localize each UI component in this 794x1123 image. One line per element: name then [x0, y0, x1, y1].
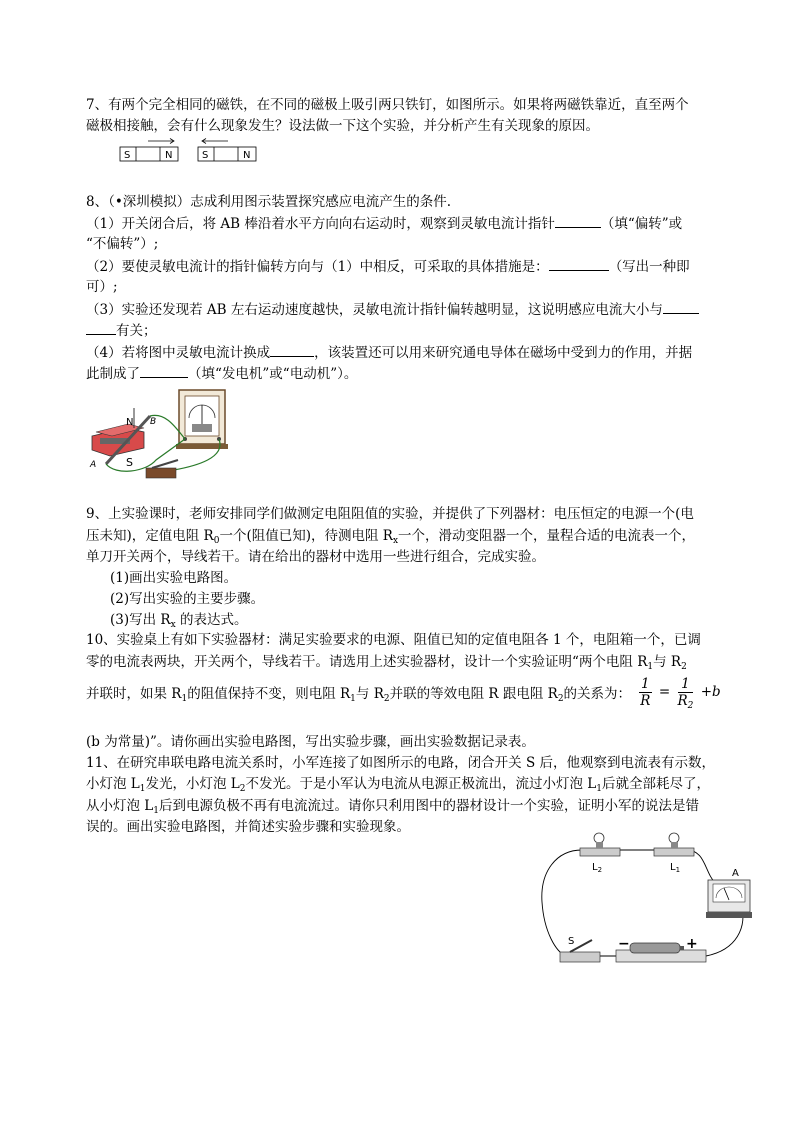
answer-blank[interactable]: [86, 320, 116, 335]
fig-label-l1: $L_1$: [670, 862, 681, 874]
battery-minus: −: [618, 936, 630, 952]
q10-line1: 10、实验桌上有如下实验器材：满足实验要求的电源、阻值已知的定值电阻各 1 个，电阻箱一个，已调: [86, 632, 701, 648]
q9-item2: (2)写出实验的主要步骤。: [110, 591, 265, 607]
magnet2-s: S: [202, 150, 209, 161]
q8-p3b-line: 有关；: [86, 320, 157, 341]
magnets-figure: [118, 138, 258, 164]
battery-plus: +: [686, 936, 698, 952]
induction-apparatus-figure: [86, 388, 236, 486]
q11-line4: 误的。画出实验电路图，并简述实验步骤和实验现象。: [86, 819, 410, 835]
q9-line1: 9、上实验课时，老师安排同学们做测定电阻阻值的实验，并提供了下列器材：电压恒定的电源一个(电: [86, 506, 694, 522]
q8-title: 8、（•深圳模拟）志成利用图示装置探究感应电流产生的条件.: [86, 194, 452, 210]
fig-label-b: B: [150, 417, 157, 427]
formula-frac-1: $\frac{1}{R}$: [640, 676, 651, 709]
formula-plus-b: +b: [700, 684, 721, 700]
formula-equals: =: [658, 684, 671, 700]
fig-label-s: S: [568, 936, 575, 947]
q9-line3: 单刀开关两个，导线若干。请在给出的器材中选用一些进行组合，完成实验。: [86, 549, 545, 565]
q9-line2: 压未知)，定值电阻 $R_0$一个(阻值已知)，待测电阻 $R_x$一个，滑动变阻器一个，量程合适的电流表一个，: [86, 528, 696, 546]
q11-line3: 从小灯泡 $L_1$后到电源负极不再有电流流过。请你只利用图中的器材设计一个实验，证明小军的说法是错: [86, 798, 699, 816]
q8-p2: （2）要使灵敏电流计的指针偏转方向与（1）中相反，可采取的具体措施是： （写出一种即: [86, 256, 690, 277]
q10-line2: 零的电流表两块，开关两个，导线若干。请选用上述实验器材，设计一个实验证明“两个电阻 $R_1$与 $R_2$: [86, 654, 687, 672]
answer-blank[interactable]: [663, 299, 699, 314]
q11-line1: 11、在研究串联电路电流关系时，小军连接了如图所示的电路，闭合开关 S 后，他观察到电流表有示数，: [86, 755, 716, 771]
formula: [636, 676, 721, 709]
fig-label-a: A: [90, 460, 97, 470]
magnet2-n: N: [243, 150, 251, 161]
magnet1-n: N: [165, 150, 173, 161]
answer-blank[interactable]: [549, 256, 609, 271]
q8-p1c: “不偏转”）;: [86, 236, 159, 252]
q10-line3: 并联时，如果 $R_1$的阻值保持不变，则电阻 $R_1$与 $R_2$并联的等效电阻 R 跟电阻 $R_2$的关系为：: [86, 686, 632, 704]
answer-blank[interactable]: [270, 342, 314, 357]
q8-p1: （1）开关闭合后，将 AB 棒沿着水平方向向右运动时，观察到灵敏电流计指针 （填“偏转”或: [86, 213, 682, 234]
q11-line2: 小灯泡 $L_1$发光，小灯泡 $L_2$不发光。于是小军认为电流从电源正极流出，流过小灯泡 $L_1$后就全部耗尽了，: [86, 776, 710, 794]
fig-label-l2: $L_2$: [592, 862, 603, 874]
answer-blank[interactable]: [555, 213, 601, 228]
q8-p2c: 可）;: [86, 279, 118, 295]
q8-p4c-line: 此制成了 （填“发电机”或“电动机”）。: [86, 363, 357, 384]
fig-label-a: A: [732, 868, 739, 879]
fig-label-n: N: [126, 417, 134, 428]
q7-line1: 7、有两个完全相同的磁铁，在不同的磁极上吸引两只铁钉，如图所示。如果将两磁铁靠近，直至两个: [86, 97, 689, 113]
q8-p4: （4）若将图中灵敏电流计换成 ，该装置还可以用来研究通电导体在磁场中受到力的作用，并据: [86, 342, 692, 363]
q8-p3: （3）实验还发现若 AB 左右运动速度越快，灵敏电流计指针偏转越明显，这说明感应电流大小与: [86, 299, 699, 320]
q9-item3: (3)写出 $R_x$ 的表达式。: [110, 612, 248, 630]
q9-item1: (1)画出实验电路图。: [110, 570, 238, 586]
formula-frac-2: $\frac{1}{R_2}$: [677, 676, 694, 711]
q10-line4: (b 为常量)”。请你画出实验电路图，写出实验步骤，画出实验数据记录表。: [86, 734, 535, 750]
answer-blank[interactable]: [140, 363, 188, 378]
q7-line2: 磁极相接触，会有什么现象发生？设法做一下这个实验，并分析产生有关现象的原因。: [86, 118, 599, 134]
fig-label-s: S: [126, 456, 133, 469]
series-circuit-figure: [536, 832, 756, 970]
magnet1-s: S: [124, 150, 131, 161]
